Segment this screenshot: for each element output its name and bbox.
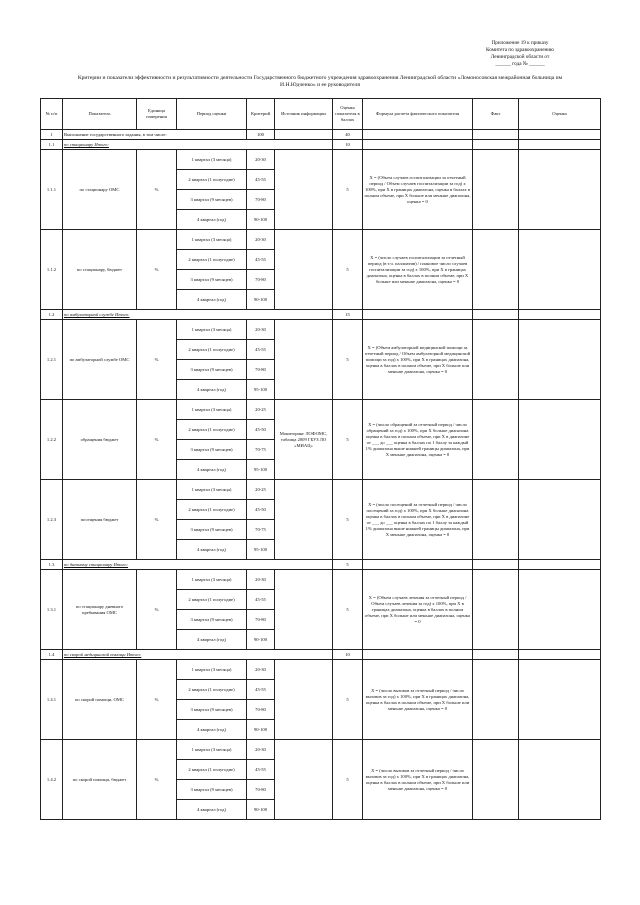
section-num: 1.4 [41,650,63,660]
period-cell: 4 квартал (год) [177,380,247,400]
table-body [41,130,601,820]
row-formula [363,650,473,660]
row-assessment [519,130,601,140]
item-fact [473,480,519,560]
criterion-cell: 45-55 [247,590,275,610]
item-fact [473,230,519,310]
criterion-cell: 70-80 [247,610,275,630]
criteria-table [40,98,601,820]
item-unit: % [137,230,177,310]
item-num: 1.1.2 [41,230,63,310]
title-line: И.Н.Юдченко» и ее руководителя [280,82,360,88]
appendix-line: Комитета по здравоохранению [486,47,554,53]
item-score: 5 [333,400,363,480]
criterion-cell: 70-80 [247,270,275,290]
item-indicator: по скорой помощи, бюджет [63,740,137,820]
item-formula: X = (число посещений за отчетный период / число посещений за год) х 100%, при X больше диапазона оценка в баллах в полном объеме, при X в диапазоне от ___ до ___ оценка в баллах по 1 баллу за каждый 1% диапазона выше нижней границы диапазона, при X меньше диапазона, оценка = 0 [363,480,473,560]
item-formula: X = (число случаев госпитализации за отчетный период (в т.ч. паллиатив) / плановое число случаев госпитализации за год) х 100%, при X в границах диапазона, оценка в баллах в полном объеме, при X больше или меньше диапазона, оценка = 0 [363,230,473,310]
item-score: 5 [333,480,363,560]
period-cell: 2 квартал (1 полугодие) [177,250,247,270]
period-cell: 2 квартал (1 полугодие) [177,420,247,440]
item-unit: % [137,570,177,650]
criterion-cell: 45-55 [247,170,275,190]
item-assessment [519,660,601,740]
section-row [41,310,601,320]
item-num: 1.2.1 [41,320,63,400]
row-source [275,130,333,140]
item-formula: X = (Объем случаев госпитализации за отчетный период / Объем случаев госпитализации за год) х 100%, при X в границах диапазона, оценка в баллах в полном объеме, при X больше или меньше диапазона, оценка = 0 [363,150,473,230]
section-score: 10 [333,650,363,660]
item-fact [473,740,519,820]
item-assessment [519,740,601,820]
criterion-cell: 70-75 [247,440,275,460]
period-cell: 1 квартал (3 месяца) [177,320,247,340]
criterion-cell: 20-25 [247,400,275,420]
header-assessment: Оценка [519,99,601,130]
table-row [41,480,601,500]
table-row [41,570,601,590]
source-cell [275,740,333,820]
section-num: 1.3 [41,560,63,570]
period-cell: 1 квартал (3 месяца) [177,570,247,590]
section-row [41,560,601,570]
row-score: 40 [333,130,363,140]
criterion-cell: 20-25 [247,480,275,500]
item-score: 5 [333,740,363,820]
item-formula: X = (Объем амбулаторной медицинской помощи за отчетный период / Объем амбулаторной медицинской помощи за год) х 100%, при X в границах диапазона, оценка в баллах в полном объеме, при X больше или меньше диапазона, оценка = 0 [363,320,473,400]
item-fact [473,660,519,740]
period-cell: 3 квартал (9 месяцев) [177,610,247,630]
title-line: Критерии и показатели эффективности и результативности деятельности Государственного бюджетного учреждения здравоохранения Ленинградской области «Ломоносовская межрайонная больница им [77,75,563,81]
item-fact [473,400,519,480]
header-unit: Единица измерения [137,99,177,130]
header-period: Период оценки [177,99,247,130]
period-cell: 4 квартал (год) [177,290,247,310]
row-assessment [519,310,601,320]
period-cell: 2 квартал (1 полугодие) [177,590,247,610]
header-num: № п/п [41,99,63,130]
criterion-cell: 20-30 [247,150,275,170]
criterion-cell: 95-100 [247,540,275,560]
section-score: 15 [333,310,363,320]
item-unit: % [137,320,177,400]
period-cell: 2 квартал (1 полугодие) [177,340,247,360]
criterion-cell: 70-80 [247,700,275,720]
item-formula: X = (число обращений за отчетный период / число обращений за год) х 100%, при X больше диапазона оценка в баллах в полном объеме, при X в диапазоне от ___ до ___ оценка в баллах по 1 баллу за каждый 1% диапазона выше нижней границы диапазона, при X меньше диапазона, оценка = 0 [363,400,473,480]
period-cell: 1 квартал (3 месяца) [177,740,247,760]
row-fact [473,310,519,320]
criterion-cell: 70-80 [247,780,275,800]
period-cell: 1 квартал (3 месяца) [177,400,247,420]
period-cell: 1 квартал (3 месяца) [177,150,247,170]
header-row [41,99,601,130]
item-fact [473,150,519,230]
criterion-cell: 90-100 [247,290,275,310]
item-score: 5 [333,230,363,310]
appendix-line: ______ года № ______ [495,61,545,67]
source-cell [275,660,333,740]
period-cell: 3 квартал (9 месяцев) [177,190,247,210]
item-formula: X = (Объем случаев лечения за отчетный период / Объем случаев лечения за год) х 100%, при X в границах диапазона, оценка в баллах в полном объеме, при X больше или меньше диапазона, оценка = 0 [363,570,473,650]
criterion-cell: 70-80 [247,360,275,380]
source-cell [275,480,333,560]
row-formula [363,560,473,570]
period-cell: 4 квартал (год) [177,540,247,560]
appendix-line: Приложение 19 к приказу [491,40,549,46]
criterion-cell: 70-75 [247,520,275,540]
item-score: 5 [333,660,363,740]
row-fact [473,130,519,140]
section-num: 1.1 [41,140,63,150]
section-name: по стационару Итого: [63,140,333,150]
item-fact [473,570,519,650]
item-num: 1.2.3 [41,480,63,560]
row-assessment [519,650,601,660]
document-title [40,75,600,89]
item-num: 1.1.1 [41,150,63,230]
criterion-cell: 20-30 [247,740,275,760]
criterion-cell: 70-80 [247,190,275,210]
period-cell: 3 квартал (9 месяцев) [177,700,247,720]
row-formula [363,130,473,140]
table-row [41,230,601,250]
period-cell: 4 квартал (год) [177,630,247,650]
item-unit: % [137,660,177,740]
period-cell: 2 квартал (1 полугодие) [177,170,247,190]
item-assessment [519,320,601,400]
table-row [41,660,601,680]
item-indicator: по стационару, бюджет [63,230,137,310]
header-criterion: Критерий [247,99,275,130]
section-score: 10 [333,140,363,150]
criterion-cell: 45-55 [247,340,275,360]
section-num: 1.2 [41,310,63,320]
header-score: Оценка показателя в баллах [333,99,363,130]
item-indicator: по стационару ОМС [63,150,137,230]
section-row [41,650,601,660]
table-row [41,150,601,170]
table-row [41,320,601,340]
period-cell: 3 квартал (9 месяцев) [177,780,247,800]
criterion-cell: 45-50 [247,420,275,440]
section-name: по дневному стационару Итого: [63,560,333,570]
criterion-cell: 45-55 [247,250,275,270]
period-cell: 1 квартал (3 месяца) [177,660,247,680]
period-cell: 2 квартал (1 полугодие) [177,500,247,520]
criterion-cell: 20-30 [247,230,275,250]
criterion-cell: 20-30 [247,570,275,590]
header-fact: Факт [473,99,519,130]
item-assessment [519,400,601,480]
criterion-cell: 90-100 [247,210,275,230]
row-fact [473,140,519,150]
criterion-cell: 20-30 [247,660,275,680]
period-cell: 2 квартал (1 полугодие) [177,760,247,780]
appendix-line: Ленинградской области от [490,54,550,60]
criterion-cell: 45-55 [247,760,275,780]
item-unit: % [137,480,177,560]
row-criterion: 100 [247,130,275,140]
header-source: Источник информации [275,99,333,130]
item-assessment [519,480,601,560]
section-name: по скорой медицинской помощи Итого: [63,650,333,660]
criterion-cell: 90-100 [247,630,275,650]
row-formula [363,310,473,320]
row-fact [473,650,519,660]
row-fact [473,560,519,570]
period-cell: 4 квартал (год) [177,210,247,230]
appendix-note [440,40,600,68]
item-fact [473,320,519,400]
item-score: 5 [333,320,363,400]
item-formula: X = (число вызовов за отчетный период / число вызовов за год) х 100%, при X в границах диапазона, оценка в баллах в полном объеме, при X больше или меньше диапазона, оценка = 0 [363,740,473,820]
item-unit: % [137,400,177,480]
period-cell: 2 квартал (1 полугодие) [177,680,247,700]
item-indicator: по амбулаторной службе ОМС [63,320,137,400]
period-cell: 1 квартал (3 месяца) [177,230,247,250]
source-cell [275,570,333,650]
header-indicator: Показатель [63,99,137,130]
period-cell: 4 квартал (год) [177,720,247,740]
item-assessment [519,570,601,650]
period-cell: 3 квартал (9 месяцев) [177,440,247,460]
period-cell: 4 квартал (год) [177,460,247,480]
criterion-cell: 95-100 [247,460,275,480]
item-score: 5 [333,570,363,650]
item-num: 1.2.2 [41,400,63,480]
section-score: 5 [333,560,363,570]
table-row [41,130,601,140]
period-cell: 4 квартал (год) [177,800,247,820]
period-cell: 3 квартал (9 месяцев) [177,520,247,540]
item-formula: X = (число вызовов за отчетный период / число вызовов за год) х 100%, при X в границах диапазона, оценка в баллах в полном объеме, при X больше или меньше диапазона, оценка = 0 [363,660,473,740]
item-num: 1.4.2 [41,740,63,820]
table-row [41,740,601,760]
item-indicator: посещения бюджет [63,480,137,560]
criterion-cell: 95-100 [247,380,275,400]
period-cell: 3 квартал (9 месяцев) [177,270,247,290]
row-formula [363,140,473,150]
item-indicator: обращения бюджет [63,400,137,480]
item-unit: % [137,740,177,820]
table-row [41,400,601,420]
item-unit: % [137,150,177,230]
section-name: по амбулаторной службе Итого: [63,310,333,320]
source-cell [275,230,333,310]
period-cell: 3 квартал (9 месяцев) [177,360,247,380]
item-num: 1.4.1 [41,660,63,740]
item-assessment [519,230,601,310]
row-num: 1 [41,130,63,140]
period-cell: 1 квартал (3 месяца) [177,480,247,500]
source-cell [275,150,333,230]
row-assessment [519,140,601,150]
row-assessment [519,560,601,570]
criterion-cell: 90-100 [247,720,275,740]
item-indicator: по скорой помощи, ОМС [63,660,137,740]
criterion-cell: 20-30 [247,320,275,340]
item-score: 5 [333,150,363,230]
item-assessment [519,150,601,230]
criterion-cell: 45-50 [247,500,275,520]
source-cell: Мониторинг ЛОФОМС, таблица 2009 ГБУЗ ЛО «МИАЦ» [275,400,333,480]
item-num: 1.3.1 [41,570,63,650]
section-row [41,140,601,150]
criterion-cell: 90-100 [247,800,275,820]
header-formula: Формула расчета фактического показателя [363,99,473,130]
criterion-cell: 45-55 [247,680,275,700]
row-indicator: Выполнение государственного задания, в том числе: [63,130,247,140]
item-indicator: по стационару дневного пребывания ОМС [63,570,137,650]
source-cell [275,320,333,400]
